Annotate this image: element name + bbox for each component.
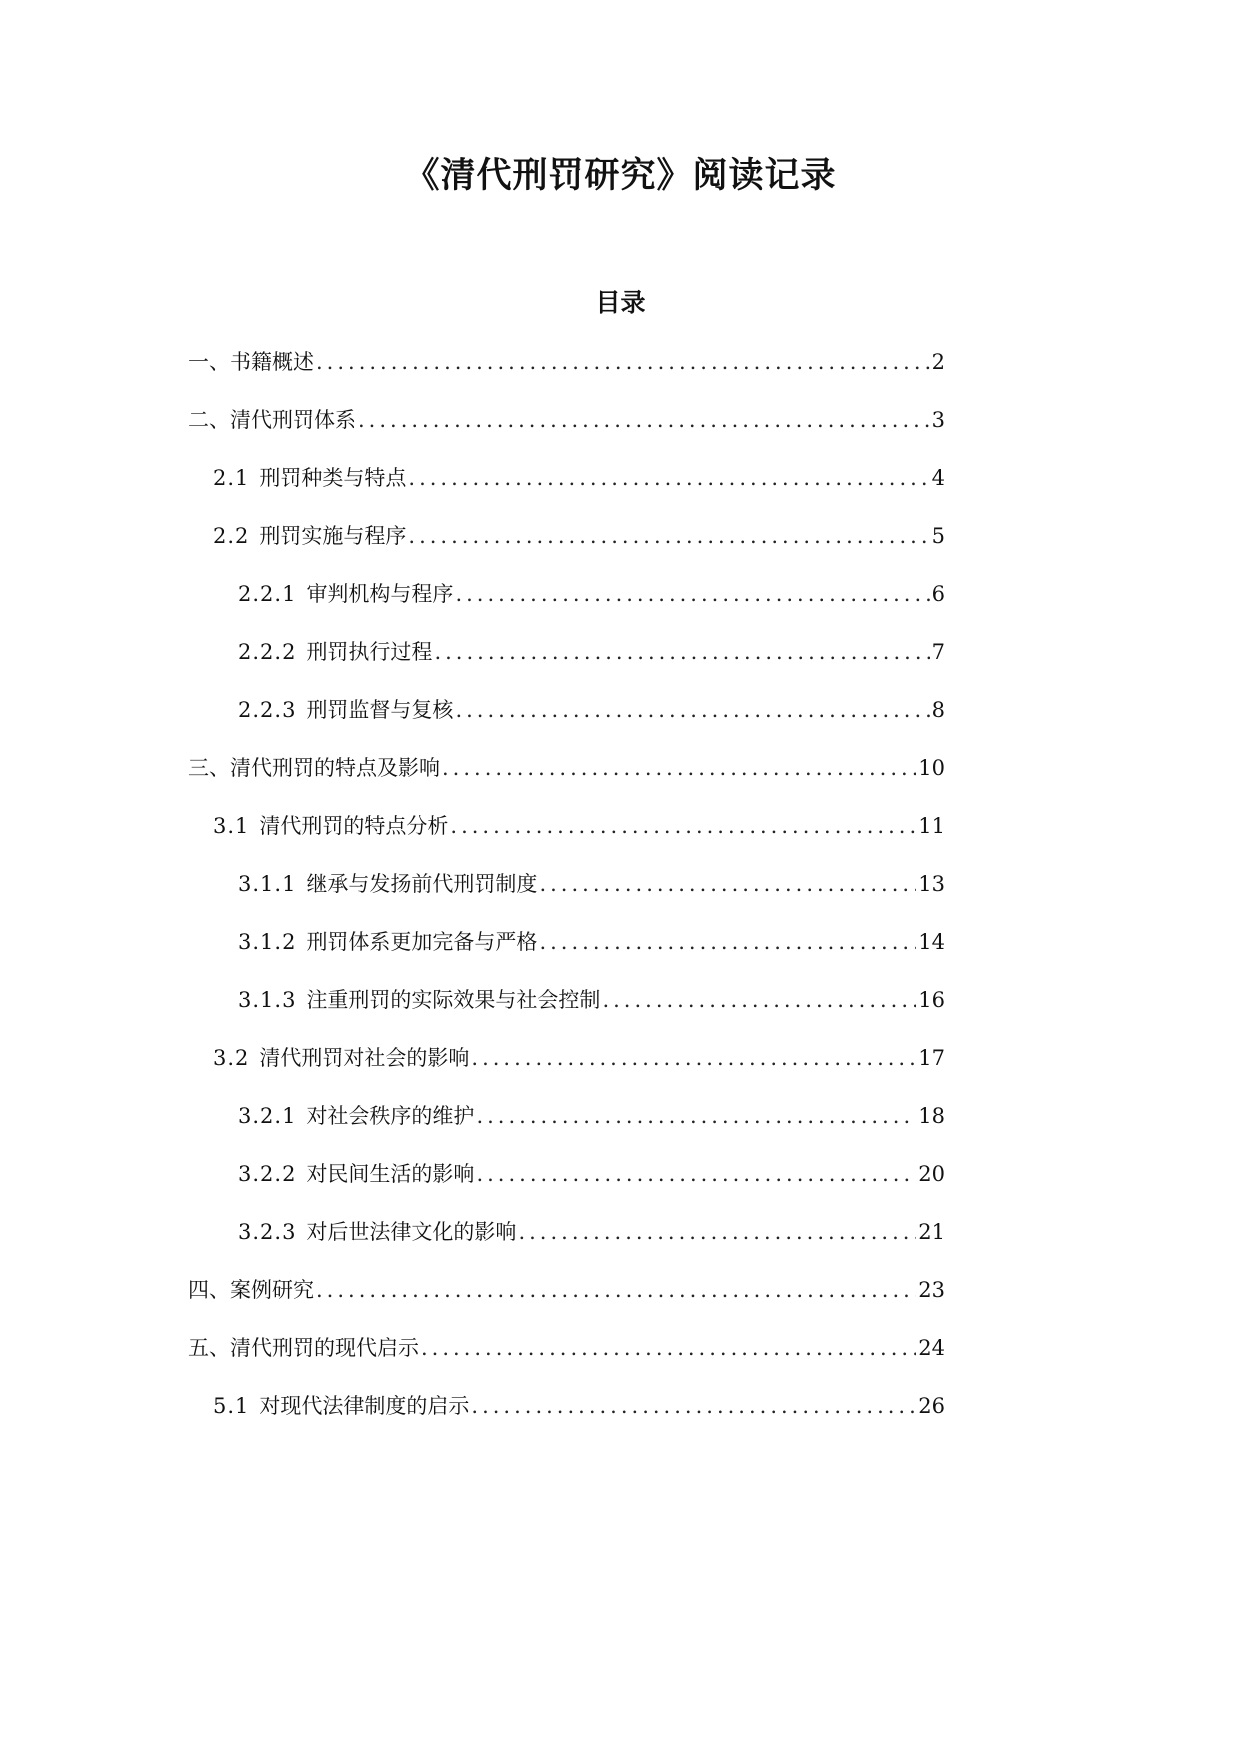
toc-entry-page-number: 3 (931, 408, 945, 432)
toc-entry-label: 继承与发扬前代刑罚制度 (306, 872, 538, 896)
toc-dot-leader (471, 1043, 916, 1073)
toc-entry-label: 对民间生活的影响 (306, 1162, 475, 1186)
toc-entry[interactable] (238, 579, 945, 609)
toc-entry[interactable] (213, 1043, 945, 1073)
toc-entry[interactable] (238, 869, 945, 899)
toc-entry-label: 刑罚实施与程序 (259, 524, 407, 548)
toc-entry-page-number: 14 (918, 930, 945, 954)
toc-entry-page-number: 11 (918, 814, 945, 838)
toc-dot-leader (408, 463, 929, 493)
toc-dot-leader (434, 637, 929, 667)
toc-dot-leader (358, 405, 930, 435)
toc-entry-label: 刑罚体系更加完备与严格 (306, 930, 538, 954)
toc-entry-page-number: 7 (931, 640, 945, 664)
toc-entry-number: 2.2.3 (238, 698, 297, 722)
toc-entry[interactable] (238, 1101, 945, 1131)
toc-entry-label: 刑罚监督与复核 (306, 698, 454, 722)
toc-dot-leader (316, 347, 930, 377)
toc-entry-label: 审判机构与程序 (306, 582, 454, 606)
toc-entry[interactable] (188, 405, 945, 435)
toc-entry-label: 对现代法律制度的启示 (259, 1394, 470, 1418)
toc-entry-number: 2.2 (213, 524, 250, 548)
toc-entry-page-number: 5 (931, 524, 945, 548)
toc-entry-number: 2.2.2 (238, 640, 297, 664)
toc-entry[interactable] (188, 753, 945, 783)
document-title: 《清代刑罚研究》阅读记录 (404, 156, 837, 196)
toc-dot-leader (455, 579, 929, 609)
toc-entry[interactable] (188, 1275, 945, 1305)
toc-entry[interactable] (238, 637, 945, 667)
toc-entry-number: 2.2.1 (238, 582, 297, 606)
toc-dot-leader (442, 753, 916, 783)
toc-entry-page-number: 2 (931, 350, 945, 374)
toc-entry-page-number: 17 (918, 1046, 945, 1070)
toc-entry[interactable] (188, 347, 945, 377)
toc-entry-page-number: 10 (918, 756, 945, 780)
toc-entry[interactable] (238, 1159, 945, 1189)
toc-entry[interactable] (213, 521, 945, 551)
toc-entry[interactable] (188, 1333, 945, 1363)
toc-heading: 目录 (595, 288, 646, 317)
toc-dot-leader (602, 985, 916, 1015)
toc-entry-number: 3.2 (213, 1046, 250, 1070)
toc-entry[interactable] (238, 695, 945, 725)
toc-entry[interactable] (238, 985, 945, 1015)
toc-entry[interactable] (238, 1217, 945, 1247)
toc-entry-label: 三、清代刑罚的特点及影响 (188, 756, 440, 780)
toc-entry-label: 刑罚执行过程 (306, 640, 433, 664)
toc-entry[interactable] (213, 811, 945, 841)
toc-entry-number: 3.2.3 (238, 1220, 297, 1244)
toc-dot-leader (539, 869, 916, 899)
toc-entry-number: 2.1 (213, 466, 250, 490)
toc-dot-leader (421, 1333, 916, 1363)
toc-entry-label: 五、清代刑罚的现代启示 (188, 1336, 419, 1360)
toc-entry-number: 5.1 (213, 1394, 250, 1418)
toc-entry-page-number: 4 (931, 466, 945, 490)
toc-entry-number: 3.1.3 (238, 988, 297, 1012)
toc-entry[interactable] (213, 1391, 945, 1421)
toc-entry-label: 一、书籍概述 (188, 350, 314, 374)
toc-entry-label: 二、清代刑罚体系 (188, 408, 356, 432)
toc-entry-page-number: 18 (918, 1104, 945, 1128)
toc-entry-label: 注重刑罚的实际效果与社会控制 (306, 988, 601, 1012)
toc-entry[interactable] (238, 927, 945, 957)
toc-dot-leader (316, 1275, 916, 1305)
toc-entry-page-number: 20 (918, 1162, 945, 1186)
toc-dot-leader (408, 521, 929, 551)
toc-dot-leader (518, 1217, 916, 1247)
toc-entry-label: 对后世法律文化的影响 (306, 1220, 517, 1244)
toc-dot-leader (539, 927, 916, 957)
toc-dot-leader (450, 811, 916, 841)
toc-entry-page-number: 8 (931, 698, 945, 722)
toc-entry-page-number: 13 (918, 872, 945, 896)
toc-entry-number: 3.1.2 (238, 930, 297, 954)
toc-entry-number: 3.2.2 (238, 1162, 297, 1186)
toc-entry-label: 刑罚种类与特点 (259, 466, 407, 490)
toc-entry-label: 四、案例研究 (188, 1278, 314, 1302)
toc-entry-number: 3.1 (213, 814, 250, 838)
toc-dot-leader (476, 1159, 916, 1189)
toc-entry-page-number: 21 (918, 1220, 945, 1244)
toc-entry-page-number: 23 (918, 1278, 945, 1302)
toc-entry-page-number: 16 (918, 988, 945, 1012)
toc-entry-label: 清代刑罚对社会的影响 (259, 1046, 470, 1070)
toc-dot-leader (471, 1391, 916, 1421)
toc-entry[interactable] (213, 463, 945, 493)
toc-entry-page-number: 24 (918, 1336, 945, 1360)
toc-entry-page-number: 26 (918, 1394, 945, 1418)
toc-entry-label: 清代刑罚的特点分析 (259, 814, 449, 838)
toc-entry-label: 对社会秩序的维护 (306, 1104, 475, 1128)
toc-entry-number: 3.1.1 (238, 872, 297, 896)
toc-entry-page-number: 6 (931, 582, 945, 606)
toc-dot-leader (476, 1101, 916, 1131)
toc-dot-leader (455, 695, 929, 725)
toc-entry-number: 3.2.1 (238, 1104, 297, 1128)
